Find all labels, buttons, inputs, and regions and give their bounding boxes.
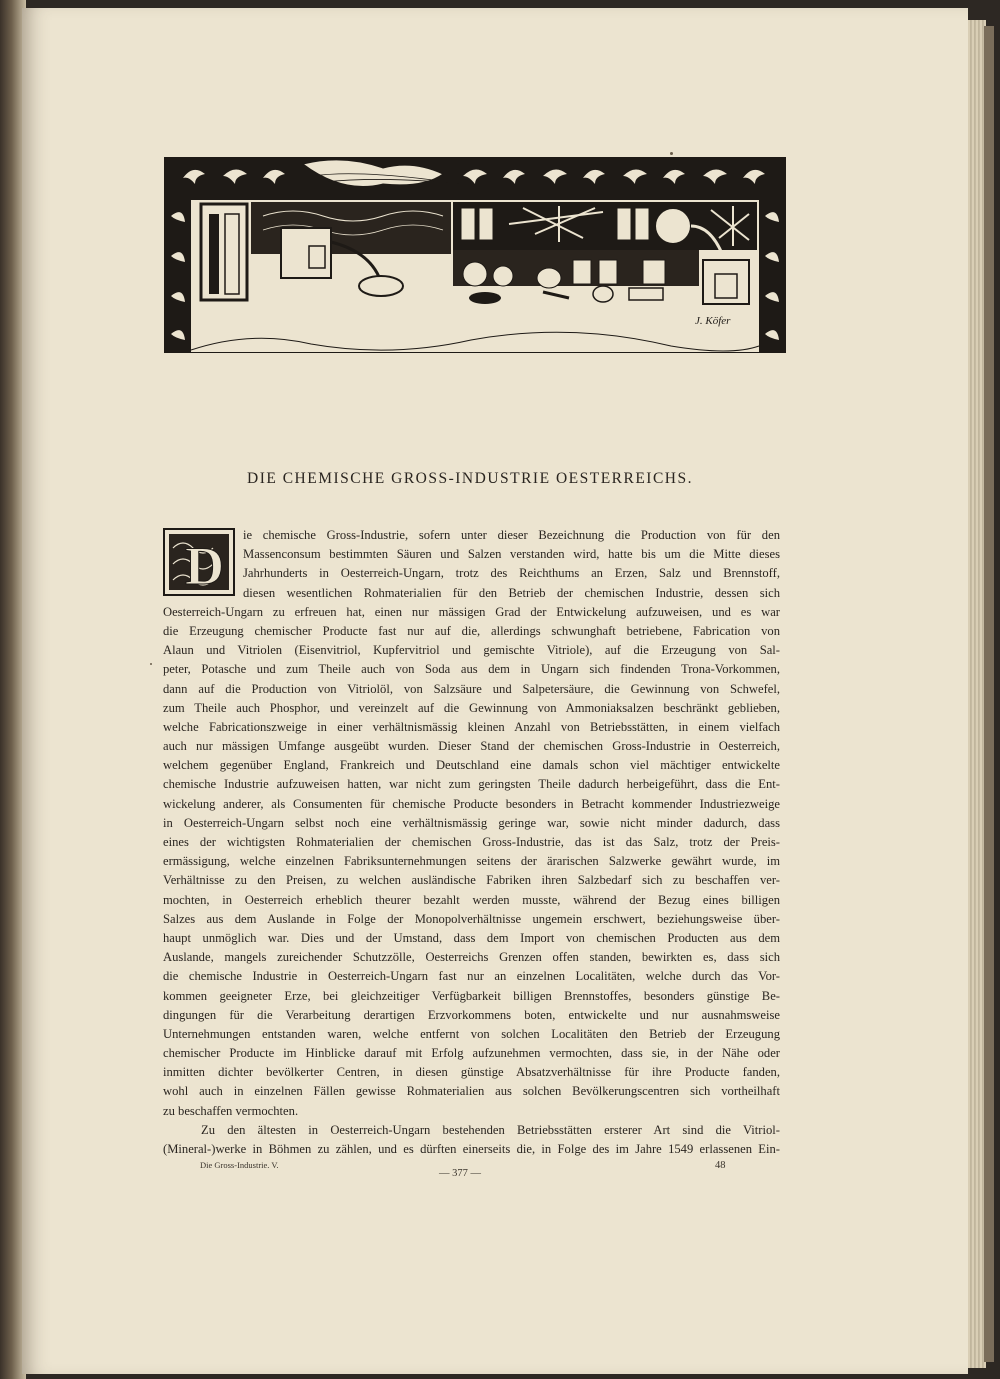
body-line: inmitten dichter bevölkerter Centren, in diesen günstige Absatzverhältnisse für ihre Producte fanden, <box>163 1065 780 1080</box>
body-line: welche Fabricationszweige in einer verhältnismässig kleinen Anzahl von Betriebsstätten, in einem vielfach <box>163 719 780 734</box>
body-line: wickelung anderer, als Consumenten für chemische Producte besonders in Betracht kommender Industriezweige <box>163 796 780 811</box>
page-title: DIE CHEMISCHE GROSS-INDUSTRIE OESTERREICHS. <box>247 470 693 487</box>
page-number: — 377 — <box>439 1168 481 1179</box>
body-line: welchem gegenüber England, Frankreich und Deutschland eine damals schon viel mächtiger entwickelte <box>163 758 780 773</box>
article-body <box>163 526 780 1159</box>
body-line: ie chemische Gross-Industrie, sofern unter dieser Bezeichnung die Production von für den <box>243 528 780 542</box>
body-line: die chemische Industrie in Oesterreich-Ungarn fast nur an einzelnen Localitäten, welche durch das Vor- <box>163 969 780 984</box>
body-line: Unternehmungen entstanden waren, welche entfernt von solchen Localitäten den Betrieb der Erzeugung <box>163 1026 780 1041</box>
body-line: dingungen für die Verarbeitung derartigen Erzvorkommens boten, entwickelte und nur ausnahmsweise <box>163 1007 780 1022</box>
paper-speck <box>670 152 673 155</box>
footer-series-label: Die Gross-Industrie. V. <box>200 1160 279 1170</box>
body-line: wohl auch in einzelnen Fällen gewisse Rohmaterialien aus solchen Bevölkerungscentren sich vortheilhaft <box>163 1084 780 1099</box>
body-line: Verhältnisse zu den Preisen, zu welchen ausländische Fabriken ihren Salzbedarf sich zu beschaffen ver- <box>163 873 780 888</box>
body-line: Zu den ältesten in Oesterreich-Ungarn bestehenden Betriebsstätten ersterer Art sind die Vitriol- <box>201 1122 780 1137</box>
body-line: (Mineral-)werke in Böhmen zu zählen, und es dürften einerseits die, in Folge des im Jahre 1549 erlassenen Ein- <box>163 1142 780 1156</box>
body-line: diesen wesentlichen Rohmaterialien für den Betrieb der chemischen Industrie, dessen sich <box>243 585 780 600</box>
body-line: chemische Industrie aufzuweisen hatten, war nicht zum geringsten Theile dadurch herbeigeführt, dass die Ent- <box>163 777 780 792</box>
body-line: haupt unmöglich war. Dies und der Umstand, dass dem Import von chemischen Producten aus dem <box>163 930 780 945</box>
body-line: zu beschaffen vermochten. <box>163 1103 299 1118</box>
body-line: auch nur mässigen Umfange ausgeübt wurden. Dieser Stand der chemischen Gross-Industrie in Oesterreich, <box>163 739 780 754</box>
body-line: zum Theile auch Phosphor, und vereinzelt auf die Gewinnung von Ammoniaksalzen beschränkt geblieben, <box>163 700 780 715</box>
body-line: Salzes aus dem Auslande in Folge der Monopolverhältnisse ungemein erschwert, beziehungsweise über- <box>163 911 780 926</box>
body-line: dann auf die Production von Vitriolöl, von Salzsäure und Salpetersäure, die Gewinnung von Schwefel, <box>163 681 780 696</box>
book-cover-edge <box>984 26 994 1362</box>
body-line: kommen geeigneter Erze, bei gleichzeitiger Verfügbarkeit billigen Brennstoffes, besonders günstige Be- <box>163 988 780 1003</box>
body-line: Jahrhunderts in Oesterreich-Ungarn, trotz des Reichthums an Erzen, Salz und Brennstoff, <box>243 566 780 581</box>
body-line: Massenconsum bestimmten Säuren und Salzen verstanden wird, hatte bis um die Mitte dieses <box>243 547 780 562</box>
body-line: die Erzeugung chemischer Producte fast nur auf die, allerdings schwunghaft betriebene, Fabrication von <box>163 623 780 638</box>
body-line: in Oesterreich-Ungarn selbst noch eine verhältnismässig geringe war, sowie nicht minder dadurch, dass <box>163 815 780 830</box>
body-line: ermässigung, welche einzelnen Fabriksunternehmungen seitens der ärarischen Salzwerke gewährt wurde, im <box>163 854 780 869</box>
body-line: peter, Potasche und zum Theile auch von Soda aus dem in Ungarn sich findenden Trona-Vorkommen, <box>163 662 780 677</box>
signature-mark: 48 <box>715 1160 726 1171</box>
body-line: Oesterreich-Ungarn zu erfreuen hat, einen nur mässigen Grad der Entwickelung aufzuweisen, und es war <box>163 604 780 619</box>
ornamental-chemistry-banner-icon <box>163 156 787 354</box>
body-line: Auslande, mangels zureichender Schutzzölle, Oesterreichs Grenzen offen standen, bewirkten es, dass sich <box>163 950 780 965</box>
paper-speck <box>150 663 152 665</box>
body-line: chemischer Producte im Hinblicke darauf mit Erfolg aufzunehmen vermochten, dass sie, in der Nähe oder <box>163 1046 780 1061</box>
banner-signature: J. Köfer <box>695 315 731 327</box>
drop-cap-letter: D <box>185 536 224 596</box>
body-line: mochten, in Oesterreich erheblich theurer bezahlt werden musste, während der Bezug eines billigen <box>163 892 780 907</box>
body-line: Alaun und Vitriolen (Eisenvitriol, Kupfervitriol und gemischte Vitriole), auf die Erzeugung von Sal- <box>163 643 780 658</box>
body-line: eines der wichtigsten Rohmaterialien der chemischen Gross-Industrie, das ist das Salz, trotz der Preis- <box>163 835 780 849</box>
